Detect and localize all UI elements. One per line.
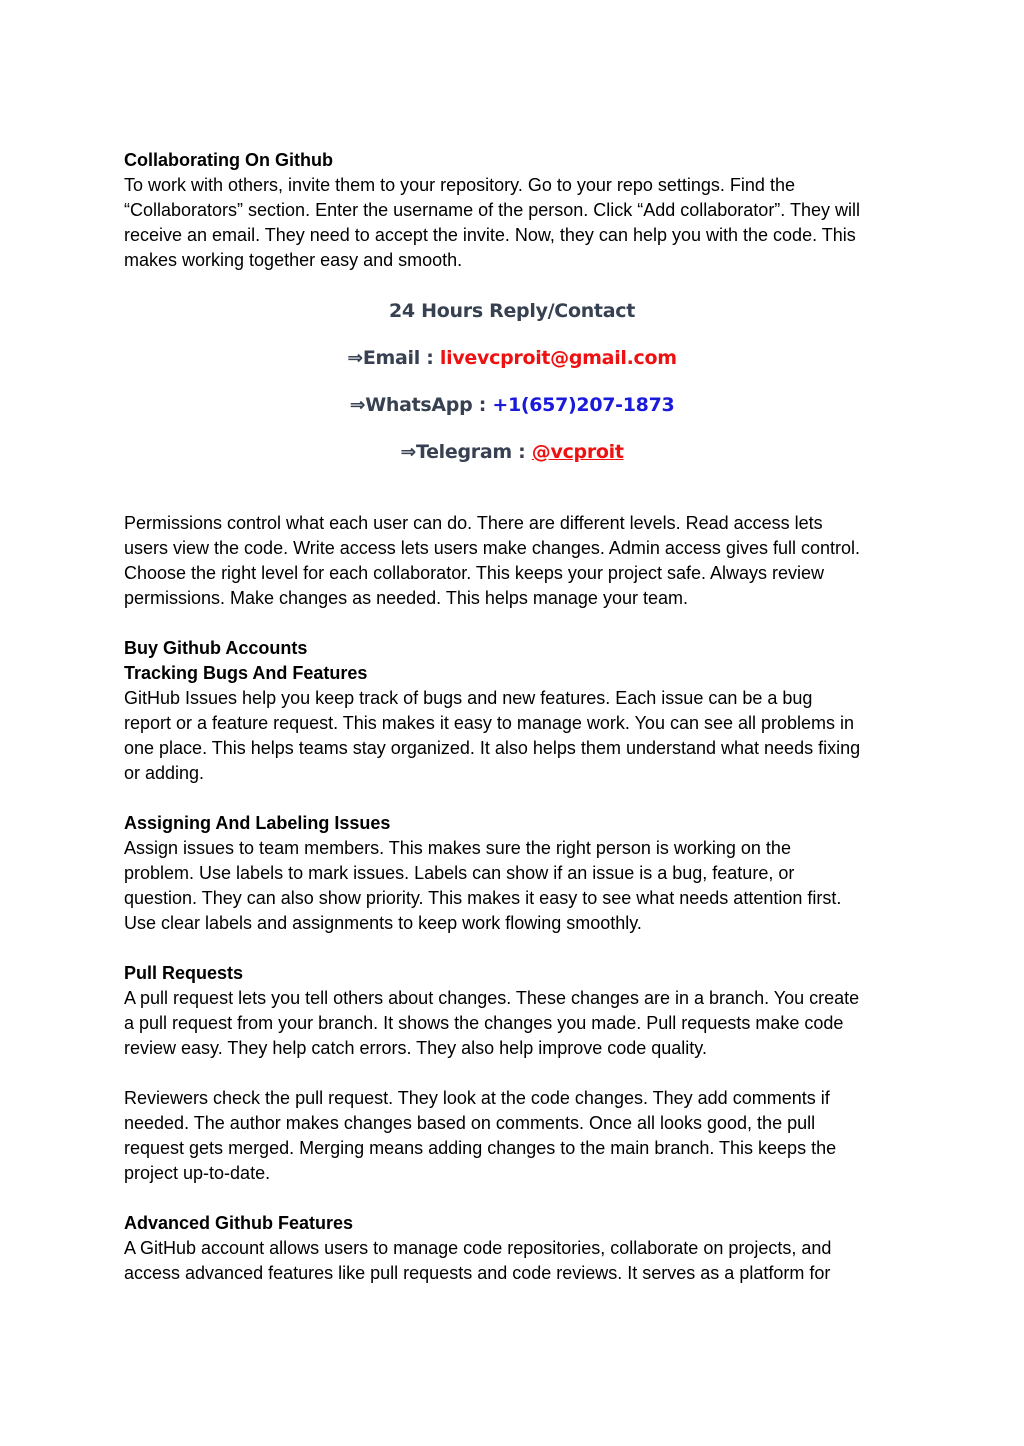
text-line: question. They can also show priority. This makes it easy to see what needs attention first. (124, 888, 842, 908)
heading-advanced: Advanced Github Features (124, 1213, 354, 1233)
text-line: request gets merged. Merging means adding changes to the main branch. This keeps the (124, 1138, 837, 1158)
text-line: Permissions control what each user can do. There are different levels. Read access lets (124, 513, 823, 533)
text-line: project up-to-date. (124, 1163, 271, 1183)
heading-pull-requests: Pull Requests (124, 963, 244, 983)
paragraph-assigning (124, 836, 924, 936)
text-line: users view the code. Write access lets users make changes. Admin access gives full control. (124, 538, 860, 558)
whatsapp-number[interactable]: +1(657)207-1873 (492, 394, 675, 416)
text-line: permissions. Make changes as needed. This helps manage your team. (124, 588, 688, 608)
text-line: makes working together easy and smooth. (124, 250, 463, 270)
text-line: Assign issues to team members. This makes sure the right person is working on the (124, 838, 791, 858)
text-line: Choose the right level for each collaborator. This keeps your project safe. Always review (124, 563, 825, 583)
paragraph-permissions (124, 511, 924, 611)
paragraph-reviewers (124, 1086, 924, 1186)
text-line: problem. Use labels to mark issues. Labels can show if an issue is a bug, feature, or (124, 863, 795, 883)
paragraph-collaborating (124, 173, 924, 273)
email-label: Email : (362, 347, 440, 369)
heading-assigning: Assigning And Labeling Issues (124, 813, 391, 833)
text-line: Reviewers check the pull request. They look at the code changes. They add comments if (124, 1088, 830, 1108)
paragraph-advanced (124, 1236, 924, 1286)
text-line: review easy. They help catch errors. They also help improve code quality. (124, 1038, 707, 1058)
text-line: a pull request from your branch. It shows the changes you made. Pull requests make code (124, 1013, 844, 1033)
contact-block (124, 288, 900, 476)
text-line: “Collaborators” section. Enter the username of the person. Click “Add collaborator”. They will (124, 200, 860, 220)
heading-tracking: Tracking Bugs And Features (124, 663, 368, 683)
text-line: access advanced features like pull requests and code reviews. It serves as a platform for (124, 1263, 831, 1283)
telegram-label: Telegram : (415, 441, 532, 463)
text-line: GitHub Issues help you keep track of bugs and new features. Each issue can be a bug (124, 688, 813, 708)
contact-title: 24 Hours Reply/Contact (389, 300, 635, 322)
document-body (124, 148, 924, 1286)
text-line: To work with others, invite them to your repository. Go to your repo settings. Find the (124, 175, 795, 195)
contact-telegram (124, 429, 900, 476)
text-line: A pull request lets you tell others about changes. These changes are in a branch. You create (124, 988, 860, 1008)
arrow-icon: ⇒ (349, 394, 366, 416)
text-line: one place. This helps teams stay organized. It also helps them understand what needs fixing (124, 738, 861, 758)
heading-buy-accounts: Buy Github Accounts (124, 638, 308, 658)
text-line: needed. The author makes changes based on comments. Once all looks good, the pull (124, 1113, 816, 1133)
email-link[interactable]: livevcproit@gmail.com (439, 347, 677, 369)
telegram-link[interactable]: @vcproit (531, 441, 624, 463)
text-line: Use clear labels and assignments to keep work flowing smoothly. (124, 913, 642, 933)
whatsapp-label: WhatsApp : (365, 394, 493, 416)
contact-whatsapp (124, 382, 900, 429)
arrow-icon: ⇒ (400, 441, 416, 463)
heading-collaborating: Collaborating On Github (124, 150, 333, 170)
paragraph-tracking (124, 686, 924, 786)
text-line: A GitHub account allows users to manage code repositories, collaborate on projects, and (124, 1238, 832, 1258)
paragraph-pull-requests (124, 986, 924, 1061)
arrow-icon: ⇒ (347, 347, 363, 369)
text-line: receive an email. They need to accept the invite. Now, they can help you with the code. This (124, 225, 856, 245)
text-line: report or a feature request. This makes it easy to manage work. You can see all problems in (124, 713, 855, 733)
text-line: or adding. (124, 763, 205, 783)
contact-email (124, 335, 900, 382)
